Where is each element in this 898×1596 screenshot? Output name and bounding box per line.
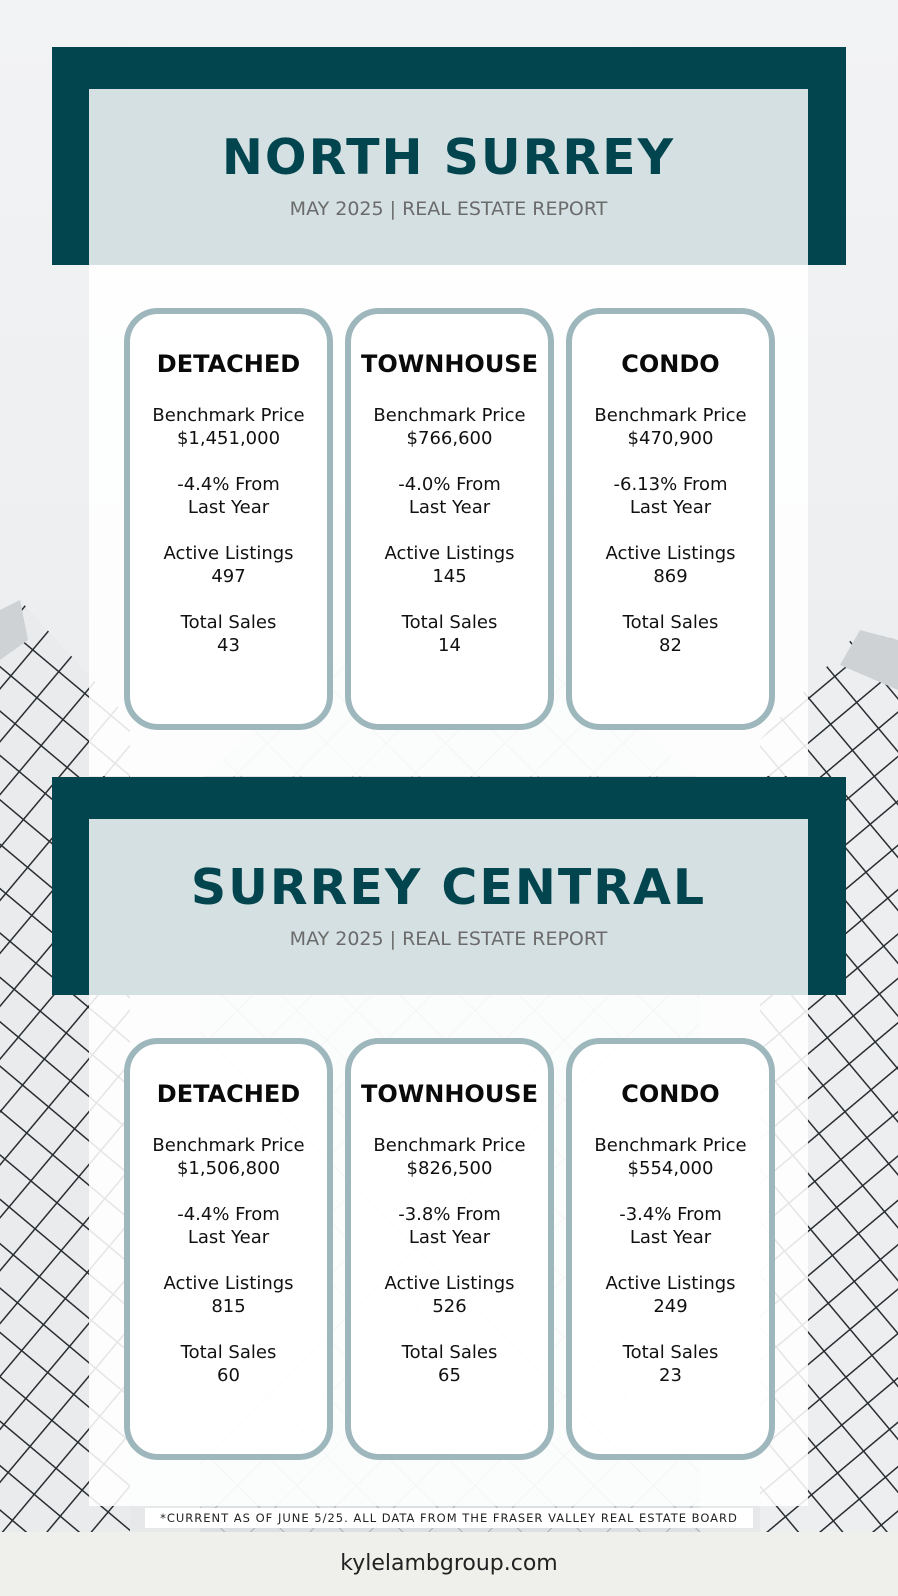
active-listings: Active Listings 869	[605, 543, 736, 587]
card-title: TOWNHOUSE	[361, 350, 538, 378]
footer-bar	[0, 1532, 898, 1596]
benchmark-price: Benchmark Price $1,451,000	[152, 405, 305, 449]
report-subtitle: MAY 2025 | REAL ESTATE REPORT	[289, 198, 608, 220]
card-title: CONDO	[621, 350, 720, 378]
benchmark-price: Benchmark Price $826,500	[373, 1135, 526, 1179]
total-sales: Total Sales 82	[622, 612, 719, 656]
website-link[interactable]: kylelambgroup.com	[340, 1551, 558, 1576]
property-card-townhouse	[345, 308, 554, 730]
total-sales: Total Sales 43	[180, 612, 277, 656]
active-listings: Active Listings 815	[163, 1273, 294, 1317]
year-change: -4.0% From Last Year	[398, 474, 501, 518]
total-sales: Total Sales 23	[622, 1342, 719, 1386]
year-change: -4.4% From Last Year	[177, 1204, 280, 1248]
year-change: -3.4% From Last Year	[619, 1204, 722, 1248]
year-change: -6.13% From Last Year	[613, 474, 728, 518]
property-card-condo	[566, 1038, 775, 1460]
total-sales: Total Sales 65	[401, 1342, 498, 1386]
total-sales: Total Sales 60	[180, 1342, 277, 1386]
card-title: DETACHED	[156, 350, 301, 378]
card-title: CONDO	[621, 1080, 720, 1108]
property-card-townhouse	[345, 1038, 554, 1460]
year-change: -4.4% From Last Year	[177, 474, 280, 518]
property-card-detached	[124, 1038, 333, 1460]
active-listings: Active Listings 249	[605, 1273, 736, 1317]
section-header	[89, 819, 808, 995]
region-title: SURREY CENTRAL	[190, 859, 707, 916]
benchmark-price: Benchmark Price $554,000	[594, 1135, 747, 1179]
benchmark-price: Benchmark Price $1,506,800	[152, 1135, 305, 1179]
report-subtitle: MAY 2025 | REAL ESTATE REPORT	[289, 928, 608, 950]
section-header	[89, 89, 808, 265]
year-change: -3.8% From Last Year	[398, 1204, 501, 1248]
data-source-footnote: *CURRENT AS OF JUNE 5/25. ALL DATA FROM THE FRASER VALLEY REAL ESTATE BOARD	[145, 1508, 753, 1528]
total-sales: Total Sales 14	[401, 612, 498, 656]
region-title: NORTH SURREY	[221, 129, 676, 186]
active-listings: Active Listings 526	[384, 1273, 515, 1317]
card-title: DETACHED	[156, 1080, 301, 1108]
property-card-condo	[566, 308, 775, 730]
active-listings: Active Listings 497	[163, 543, 294, 587]
benchmark-price: Benchmark Price $766,600	[373, 405, 526, 449]
active-listings: Active Listings 145	[384, 543, 515, 587]
benchmark-price: Benchmark Price $470,900	[594, 405, 747, 449]
property-card-detached	[124, 308, 333, 730]
card-title: TOWNHOUSE	[361, 1080, 538, 1108]
